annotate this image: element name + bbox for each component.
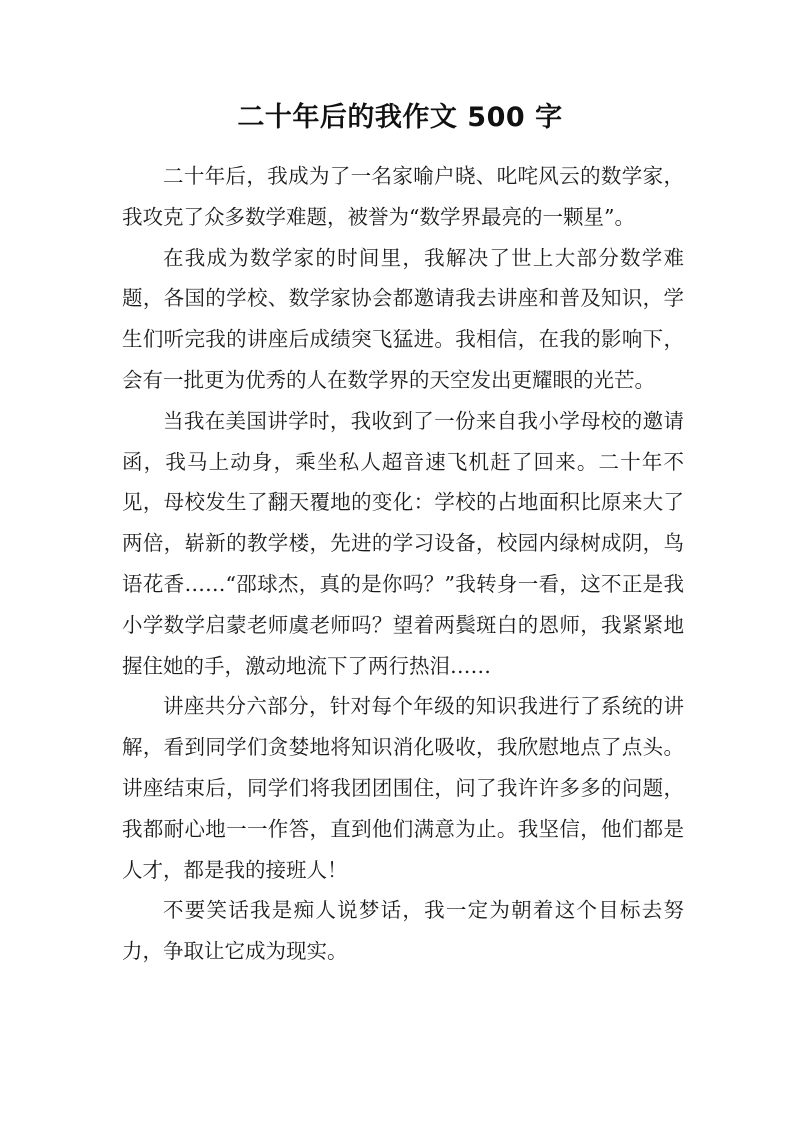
paragraph-3: 当我在美国讲学时，我收到了一份来自我小学母校的邀请函，我马上动身，乘坐私人超音速飞机赶了回来。二十年不见，母校发生了翻天覆地的变化：学校的占地面积比原来大了两倍，崭新的教学楼，先进的学习设备，校园内绿树成阴，鸟语花香……“邵球杰，真的是你吗？”我转身一看，这不正是我小学数学启蒙老师虞老师吗？望着两鬓斑白的恩师，我紧紧地握住她的手，激动地流下了两行热泪…… xyxy=(122,408,684,678)
paragraph-4: 讲座共分六部分，针对每个年级的知识我进行了系统的讲解，看到同学们贪婪地将知识消化吸收，我欣慰地点了点头。讲座结束后，同学们将我团团围住，问了我许许多多的问题，我都耐心地一一作答，直到他们满意为止。我坚信，他们都是人才，都是我的接班人！ xyxy=(122,694,684,882)
paragraph-1: 二十年后，我成为了一名家喻户晓、叱咤风云的数学家，我攻克了众多数学难题，被誉为“数学界最亮的一颗星”。 xyxy=(122,164,684,229)
document-title: 二十年后的我作文 500 字 xyxy=(237,102,563,133)
paragraph-5: 不要笑话我是痴人说梦话，我一定为朝着这个目标去努力，争取让它成为现实。 xyxy=(122,898,684,964)
document-body xyxy=(122,156,684,972)
paragraph-2: 在我成为数学家的时间里，我解决了世上大部分数学难题，各国的学校、数学家协会都邀请我去讲座和普及知识，学生们听完我的讲座后成绩突飞猛进。我相信，在我的影响下，会有一批更为优秀的人在数学界的天空发出更耀眼的光芒。 xyxy=(122,245,684,392)
